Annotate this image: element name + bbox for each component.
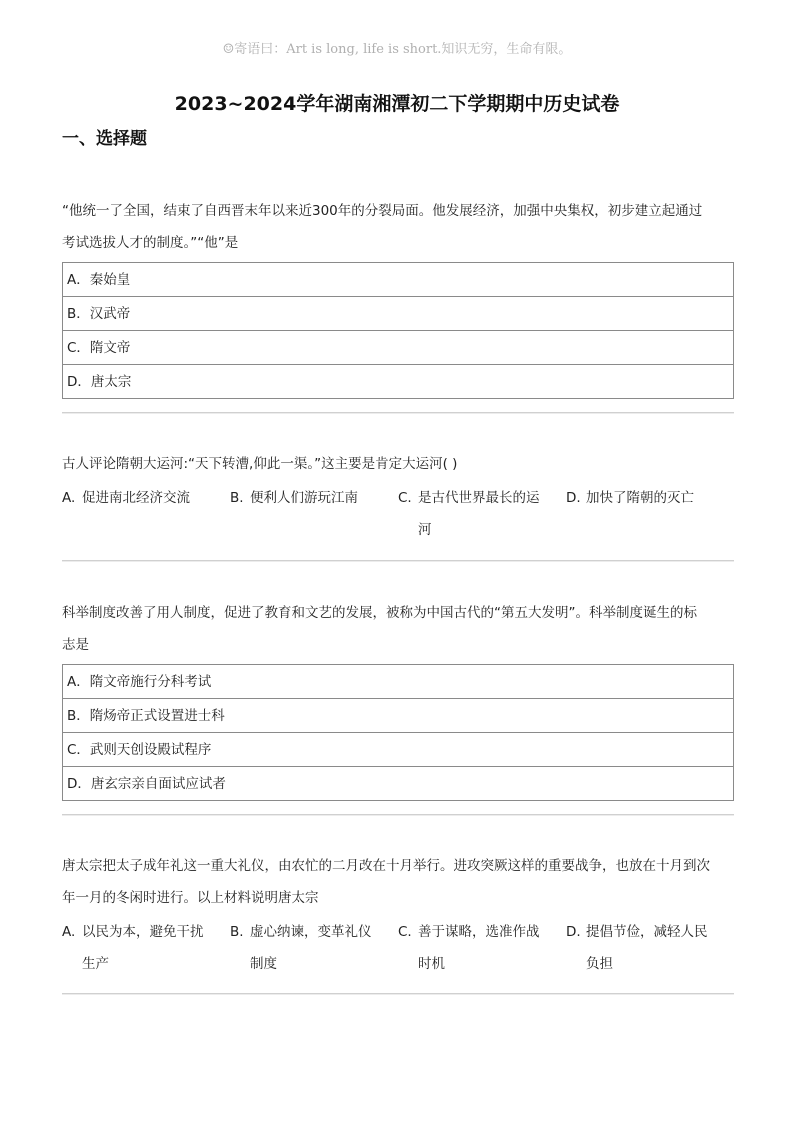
option-a[interactable]: A．秦始皇 (63, 263, 733, 297)
question-2-stem (62, 448, 734, 480)
option-b[interactable] (230, 916, 398, 980)
option-text: 促进南北经济交流 (82, 490, 190, 506)
option-text: 虚心纳谏，变革礼仪制度 (250, 924, 372, 972)
question-1 (62, 195, 734, 399)
stem-line: 唐太宗把太子成年礼这一重大礼仪，由农忙的二月改在十月举行。进攻突厥这样的重要战争，也放在十月到次 (62, 858, 710, 874)
question-4 (62, 850, 734, 980)
option-letter: D. (566, 924, 581, 940)
question-divider (62, 993, 734, 994)
option-b[interactable]: B．汉武帝 (63, 297, 733, 331)
option-text: 是古代世界最长的运河 (418, 490, 540, 538)
stem-line: 志是 (62, 637, 89, 653)
page-title: 2023~2024学年湖南湘潭初二下学期期中历史试卷 (174, 93, 620, 115)
option-text: 便利人们游玩江南 (250, 490, 358, 506)
option-d[interactable] (566, 482, 734, 546)
option-c[interactable]: C．隋文帝 (63, 331, 733, 365)
question-divider (62, 560, 734, 561)
option-c[interactable]: C．武则天创设殿试程序 (63, 733, 733, 767)
question-4-stem (62, 850, 734, 914)
option-letter: B. (230, 924, 244, 940)
option-d[interactable] (566, 916, 734, 980)
stem-line: 考试选拔人才的制度。”“他”是 (62, 235, 239, 251)
option-b[interactable]: B．隋炀帝正式设置进士科 (63, 699, 733, 733)
option-text: 以民为本，避免干扰生产 (82, 924, 204, 972)
question-4-options (62, 916, 734, 980)
option-letter: C. (398, 490, 412, 506)
question-divider (62, 814, 734, 815)
stem-line: 古人评论隋朝大运河:“天下转漕,仰此一渠。”这主要是肯定大运河( ) (62, 456, 458, 472)
question-2 (62, 448, 734, 546)
option-text: 加快了隋朝的灭亡 (586, 490, 694, 506)
question-3-options (62, 664, 734, 801)
option-c[interactable] (398, 916, 566, 980)
question-1-stem (62, 195, 734, 259)
stem-line: “他统一了全国，结束了自西晋末年以来近300年的分裂局面。他发展经济，加强中央集权，初步建立起通过 (62, 203, 703, 219)
question-2-options (62, 482, 734, 546)
option-a[interactable] (62, 916, 230, 980)
option-text: 提倡节俭，减轻人民负担 (586, 924, 708, 972)
option-letter: D. (566, 490, 581, 506)
stem-line: 年一月的冬闲时进行。以上材料说明唐太宗 (62, 890, 319, 906)
stem-line: 科举制度改善了用人制度，促进了教育和文艺的发展，被称为中国古代的“第五大发明”。科举制度诞生的标 (62, 605, 697, 621)
option-a[interactable] (62, 482, 230, 546)
option-letter: A. (62, 924, 76, 940)
option-letter: C. (398, 924, 412, 940)
question-3 (62, 597, 734, 801)
question-1-options (62, 262, 734, 399)
section-title: 一、选择题 (62, 129, 147, 149)
option-c[interactable] (398, 482, 566, 546)
header-motto: ☺寄语曰：Art is long, life is short.知识无穷，生命有限。 (222, 42, 572, 57)
option-b[interactable] (230, 482, 398, 546)
option-a[interactable]: A．隋文帝施行分科考试 (63, 665, 733, 699)
option-letter: B. (230, 490, 244, 506)
option-letter: A. (62, 490, 76, 506)
question-divider (62, 412, 734, 413)
option-d[interactable]: D．唐太宗 (67, 374, 132, 390)
question-3-stem (62, 597, 734, 661)
option-d[interactable]: D．唐玄宗亲自面试应试者 (67, 776, 226, 792)
option-text: 善于谋略，选准作战时机 (418, 924, 540, 972)
